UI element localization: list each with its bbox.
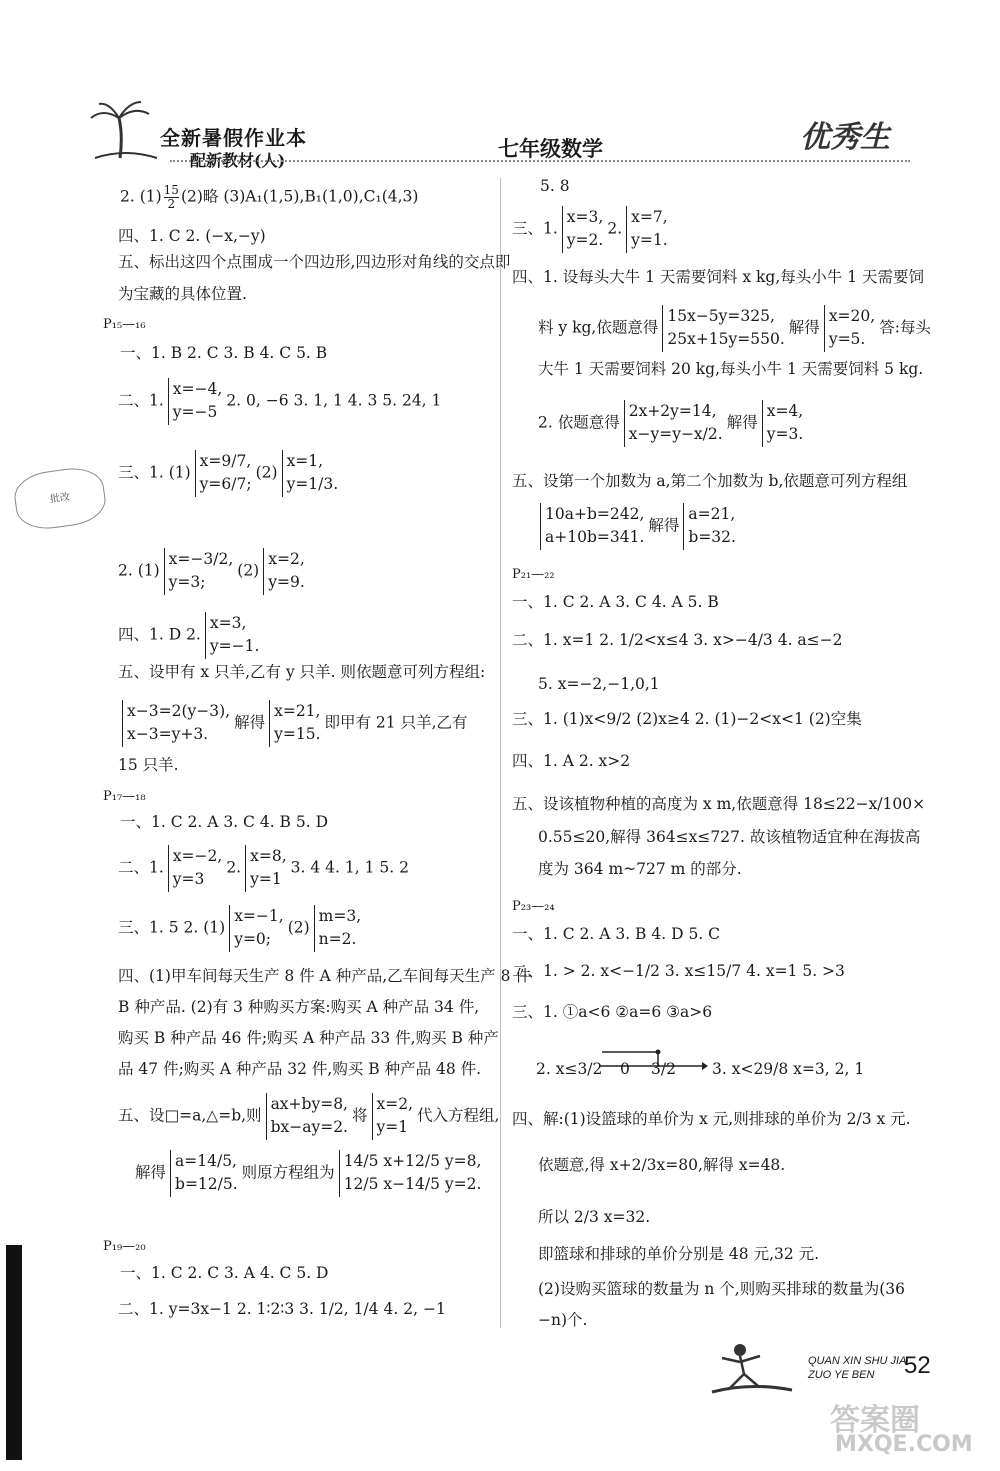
watermark-url: MXQE.COM xyxy=(835,1432,973,1457)
answer-line: 3. x<29/8 x=3, 2, 1 xyxy=(712,1060,865,1078)
answer-line: 5. 8 xyxy=(540,177,570,195)
answer-line: 三、1. (1)x<9/2 (2)x≥4 2. (1)−2<x<1 (2)空集 xyxy=(512,710,862,728)
answer-line: 所以 2/3 x=32. xyxy=(538,1208,651,1226)
answer-line: 三、1. ①a<6 ②a=6 ③a>6 xyxy=(512,1003,713,1021)
answer-line: 度为 364 m~727 m 的部分. xyxy=(538,860,742,878)
page-range-label: P₁₇—₁₈ xyxy=(103,789,146,804)
answer-line: 2. (1)x=−3/2, y=3;(2)x=2, y=9. xyxy=(118,548,309,595)
brand-logo: 优秀生 xyxy=(800,120,890,155)
answer-line: 四、(1)甲车间每天生产 8 件 A 种产品,乙车间每天生产 8 件 xyxy=(118,967,531,985)
page-range-label: P₁₅—₁₆ xyxy=(103,317,146,332)
answer-line: 0.55≤20,解得 364≤x≤727. 故该植物适宜种在海拔高 xyxy=(538,828,921,846)
answer-line: 购买 B 种产品 46 件;购买 A 种产品 33 件,购买 B 种产 xyxy=(118,1029,499,1047)
answer-line: 15 只羊. xyxy=(118,756,179,774)
page-range-label: P₁₉—₂₀ xyxy=(103,1239,146,1254)
book-title: 全新暑假作业本 xyxy=(160,126,307,150)
answer-line: 二、1. x=1 2. 1/2<x≤4 3. x>−4/3 4. a≤−2 xyxy=(512,631,843,649)
answer-line: 一、1. C 2. C 3. A 4. C 5. D xyxy=(120,1264,329,1282)
number-line-label: 0 xyxy=(620,1060,630,1078)
answer-line: 五、设甲有 x 只羊,乙有 y 只羊. 则依题意可列方程组: xyxy=(118,663,486,681)
answer-line: 二、1. y=3x−1 2. 1∶2∶3 3. 1/2, 1/4 4. 2, −1 xyxy=(118,1300,446,1318)
answer-line: B 种产品. (2)有 3 种购买方案:购买 A 种产品 34 件, xyxy=(118,998,480,1016)
answer-line: −n)个. xyxy=(538,1311,588,1329)
answer-line: 二、1. > 2. x<−1/2 3. x≤15/7 4. x=1 5. >3 xyxy=(512,962,845,980)
answer-line: 四、1. A 2. x>2 xyxy=(512,752,631,770)
answer-line: 三、1.x=3, y=2.2.x=7, y=1. xyxy=(512,206,672,253)
answer-line: x−3=2(y−3), x−3=y+3.解得x=21, y=15.即甲有 21 只羊,乙有 xyxy=(118,700,468,747)
surfer-icon xyxy=(700,1340,800,1398)
footer-brand: QUAN XIN SHU JIA ZUO YE BEN xyxy=(808,1355,907,1381)
answer-line: 即篮球和排球的单价分别是 48 元,32 元. xyxy=(538,1245,820,1263)
answer-line: 一、1. B 2. C 3. B 4. C 5. B xyxy=(120,344,328,362)
answer-line: 2. x≤3/2 xyxy=(536,1060,603,1078)
header-rule xyxy=(170,160,910,162)
answer-line: 一、1. C 2. A 3. B 4. D 5. C xyxy=(512,925,721,943)
answer-line: 依题意,得 x+2/3x=80,解得 x=48. xyxy=(538,1156,786,1174)
answer-line: 四、1. 设每头大牛 1 天需要饲料 x kg,每头小牛 1 天需要饲 xyxy=(512,268,924,286)
grading-stamp: 批改 xyxy=(11,464,108,533)
answer-line: 2. (1) $\frac{15}{2}$ (2)略 (3)A₁(1,5),B₁(1,0),C₁(4,3) xyxy=(120,183,419,212)
answer-line: 四、1. D 2.x=3, y=−1. xyxy=(118,612,263,659)
answer-line: 五、设第一个加数为 a,第二个加数为 b,依题意可列方程组 xyxy=(512,472,908,490)
answer-line: 解得a=14/5, b=12/5.则原方程组为14/5 x+12/5 y=8, 12/5 x−14/5 y=2. xyxy=(135,1150,485,1197)
answer-line: 五、设□=a,△=b,则ax+by=8, bx−ay=2.将x=2, y=1代入方程组, xyxy=(118,1093,499,1140)
answer-line: 五、设该植物种植的高度为 x m,依题意得 18≤22−x/100× xyxy=(512,795,926,813)
answer-line: 二、1.x=−4, y=−52. 0, −6 3. 1, 1 4. 3 5. 24, 1 xyxy=(118,378,441,425)
answer-line: 5. x=−2,−1,0,1 xyxy=(538,675,660,693)
answer-line: 三、1. (1)x=9/7, y=6/7;(2)x=1, y=1/3. xyxy=(118,450,342,497)
answer-line: (2)设购买篮球的数量为 n 个,则购买排球的数量为(36 xyxy=(538,1280,905,1298)
book-subtitle: 配新教材(人) xyxy=(190,151,286,170)
answer-line: 品 47 件;购买 A 种产品 32 件,购买 B 种产品 48 件. xyxy=(118,1060,482,1078)
answer-line: 四、解:(1)设篮球的单价为 x 元,则排球的单价为 2/3 x 元. xyxy=(512,1110,911,1128)
number-line-label: 3/2 xyxy=(651,1060,676,1078)
answer-line: 三、1. 5 2. (1)x=−1, y=0;(2)m=3, n=2. xyxy=(118,905,365,952)
column-divider xyxy=(500,178,501,1328)
answer-line: 2. 依题意得2x+2y=14, x−y=y−x/2.解得x=4, y=3. xyxy=(538,400,807,447)
answer-line: 五、标出这四个点围成一个四边形,四边形对角线的交点即 xyxy=(118,253,511,271)
page-range-label: P₂₁—₂₂ xyxy=(512,567,555,582)
answer-line: 为宝藏的具体位置. xyxy=(118,285,247,303)
answer-line: 一、1. C 2. A 3. C 4. A 5. B xyxy=(512,593,719,611)
grade-subject: 七年级数学 xyxy=(498,136,603,161)
answer-line: 10a+b=242, a+10b=341.解得a=21, b=32. xyxy=(536,503,740,550)
answer-line: 料 y kg,依题意得15x−5y=325, 25x+15y=550.解得x=20, y=5.答:每头 xyxy=(538,305,931,352)
scan-edge-shadow xyxy=(6,1245,22,1460)
answer-line: 四、1. C 2. (−x,−y) xyxy=(118,227,266,245)
watermark: 答案圈 xyxy=(830,1403,920,1438)
answer-line: 大牛 1 天需要饲料 20 kg,每头小牛 1 天需要饲料 5 kg. xyxy=(538,360,924,378)
page-range-label: P₂₃—₂₄ xyxy=(512,899,555,914)
palm-tree-icon xyxy=(85,100,160,160)
page-number: 52 xyxy=(904,1352,931,1379)
answer-line: 一、1. C 2. A 3. C 4. B 5. D xyxy=(120,813,329,831)
answer-line: 二、1.x=−2, y=32.x=8, y=13. 4 4. 1, 1 5. 2 xyxy=(118,845,409,892)
